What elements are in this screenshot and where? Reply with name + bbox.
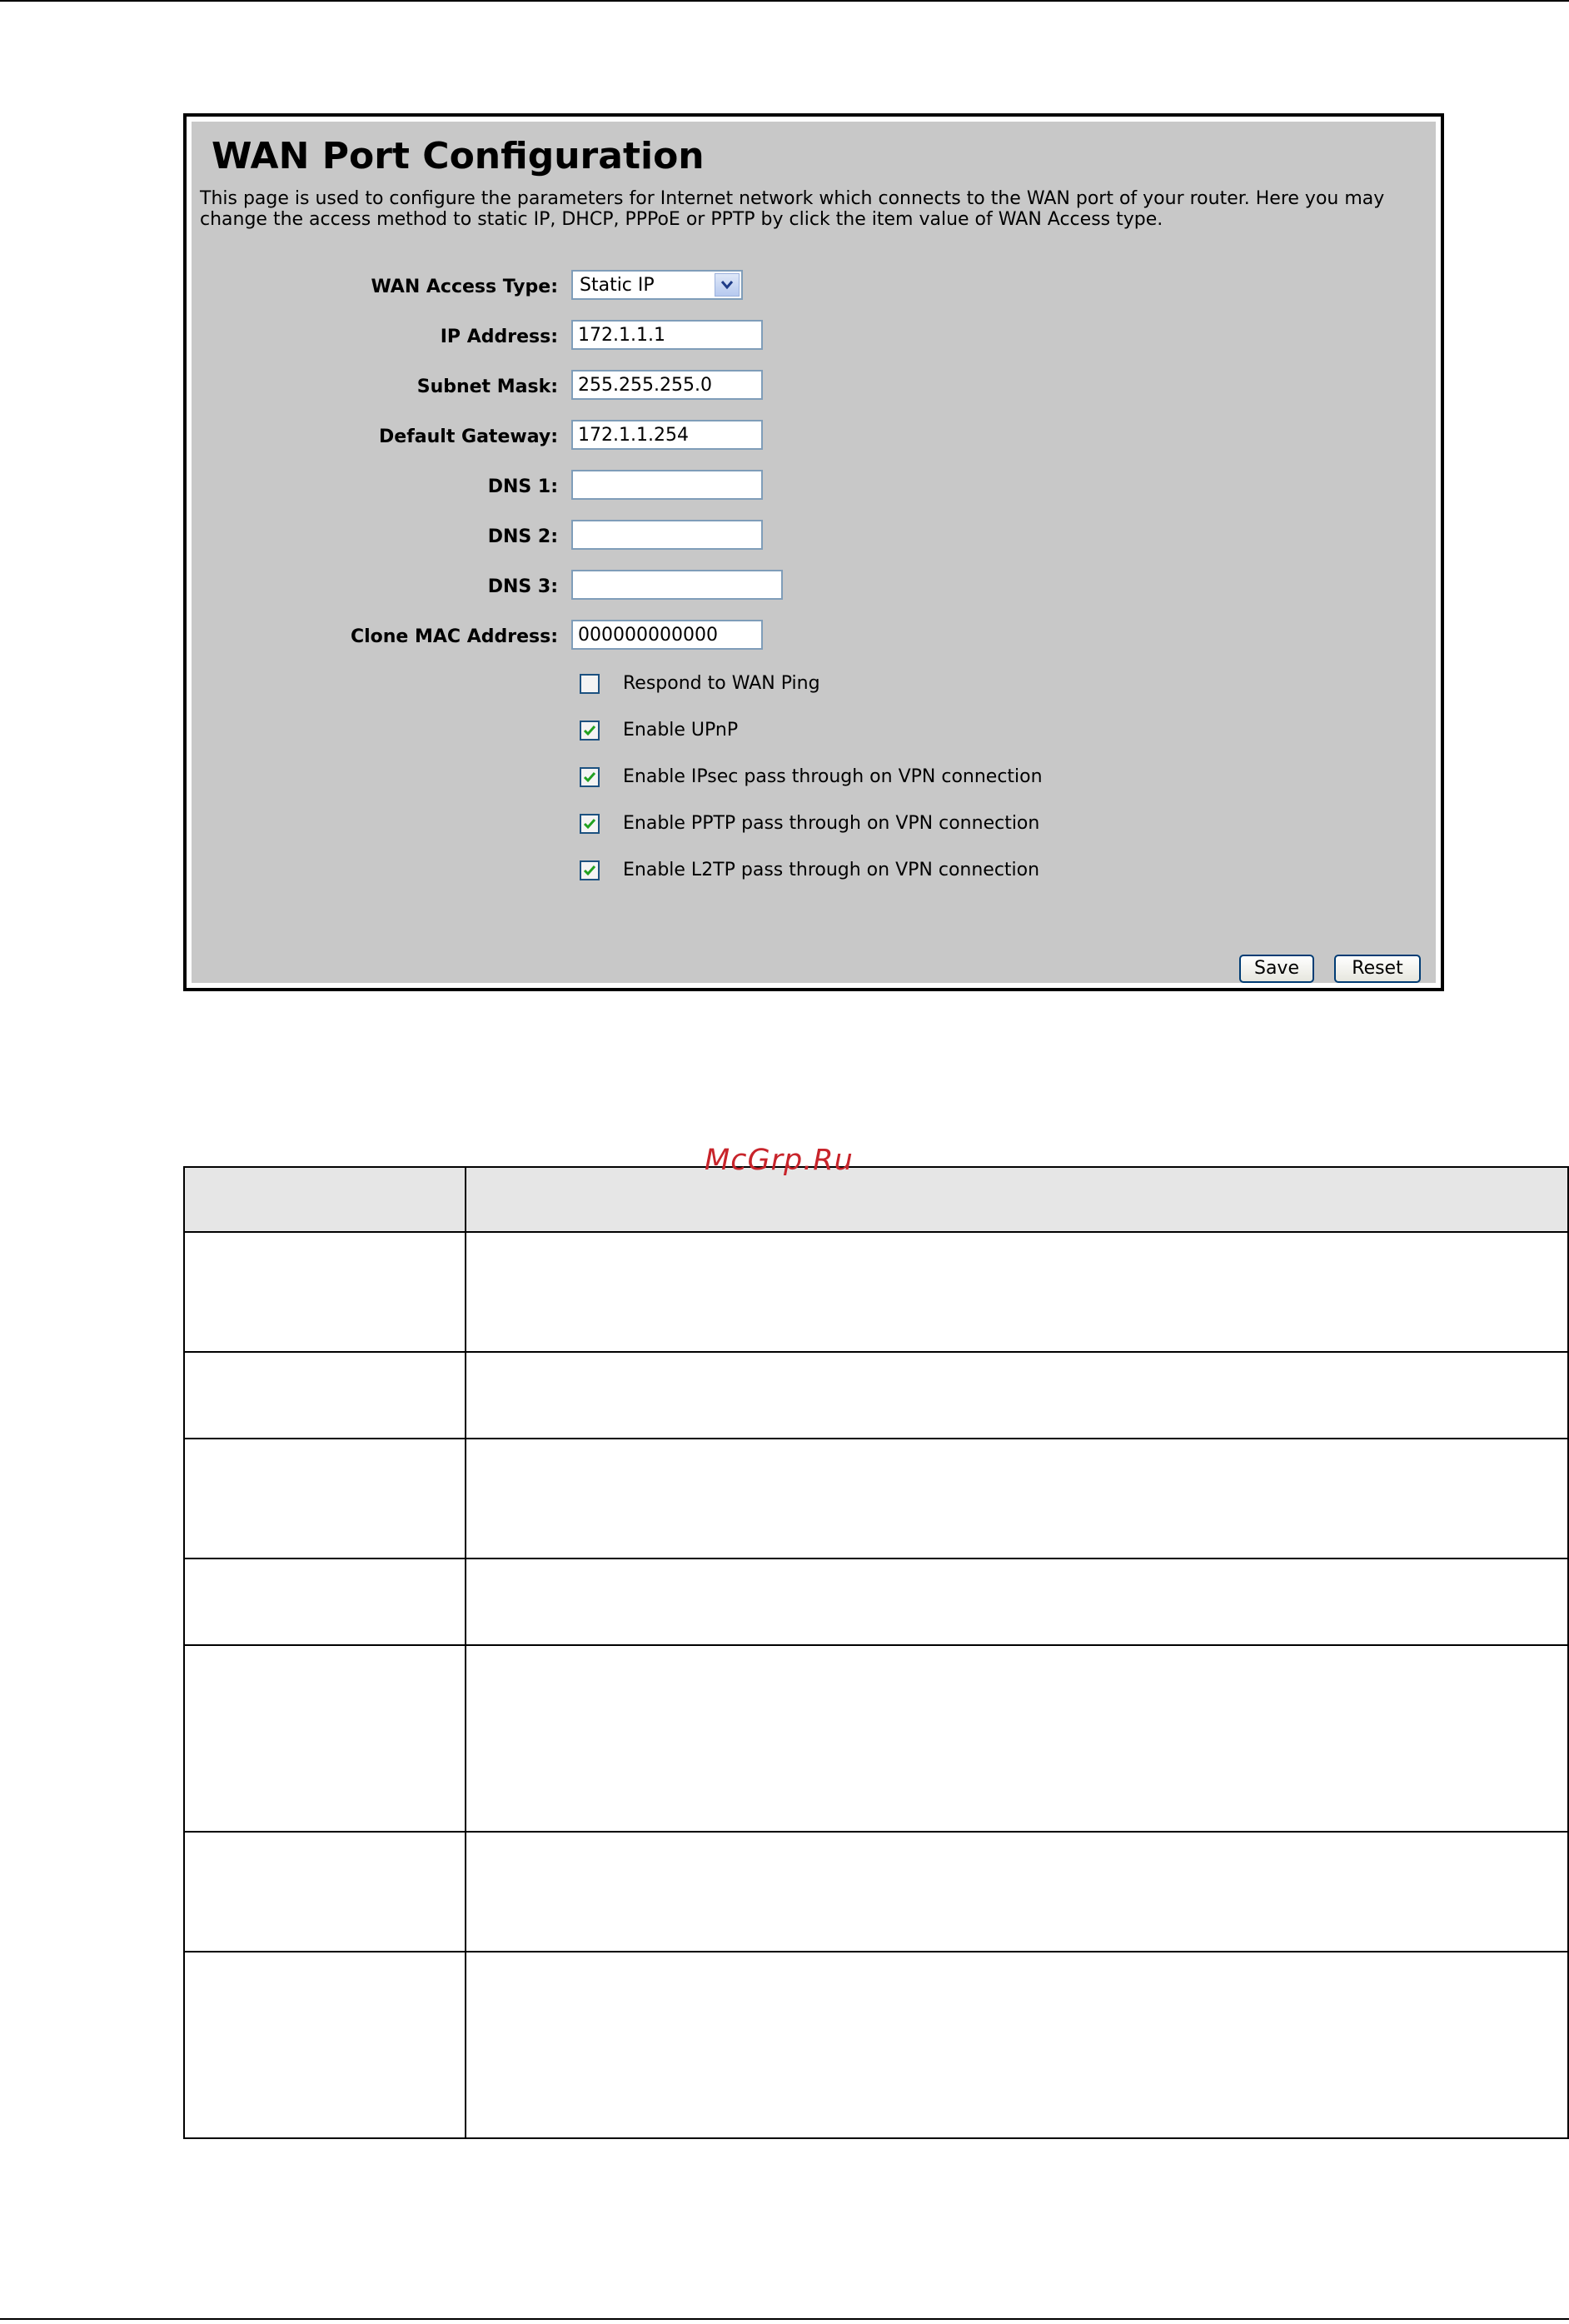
wan-access-type-select[interactable] <box>571 270 743 300</box>
wan-access-type-value: Static IP <box>580 275 655 296</box>
table-cell <box>184 1832 466 1952</box>
table-row <box>184 1439 1568 1558</box>
checkbox-label: Enable UPnP <box>623 720 739 741</box>
checkbox-row[interactable] <box>580 858 1329 885</box>
checkbox-row[interactable] <box>580 765 1329 791</box>
checkbox-label: Enable L2TP pass through on VPN connection <box>623 860 1040 880</box>
page-description: This page is used to configure the parameters for Internet network which connects to the WAN port of your router. Here you may change the access method to static IP, DHCP, PPPoE or PPTP by click the item value of WAN Access type. <box>200 188 1385 230</box>
table-row <box>184 1558 1568 1645</box>
reset-button[interactable]: Reset <box>1334 955 1421 983</box>
table-cell <box>184 1952 466 2138</box>
checkmark-icon <box>583 771 596 784</box>
subnet-mask-row <box>192 370 1432 403</box>
table-cell <box>184 1558 466 1645</box>
table-header-row <box>184 1167 1568 1232</box>
dns2-label: DNS 2: <box>487 526 558 547</box>
subnet-mask-label: Subnet Mask: <box>416 377 558 397</box>
table-cell <box>466 1832 1568 1952</box>
table-cell <box>184 1232 466 1352</box>
table-row <box>184 1832 1568 1952</box>
table-cell <box>184 1439 466 1558</box>
page-top-rule <box>0 0 1569 2</box>
ip-address-row <box>192 320 1432 353</box>
enable-upnp-checkbox[interactable] <box>580 721 600 741</box>
clone-mac-row <box>192 620 1432 653</box>
checkmark-icon <box>583 864 596 877</box>
ip-address-input[interactable] <box>571 320 763 350</box>
dns2-row <box>192 520 1432 553</box>
default-gateway-row <box>192 420 1432 453</box>
table-row <box>184 1232 1568 1352</box>
dns1-input[interactable] <box>571 470 763 500</box>
wan-config-panel <box>192 122 1436 983</box>
description-table <box>183 1166 1569 2139</box>
wan-access-type-row <box>192 270 1432 303</box>
checkbox-row[interactable] <box>580 718 1329 745</box>
dns3-input[interactable] <box>571 570 783 600</box>
table-cell <box>466 1352 1568 1439</box>
enable-pptp-checkbox[interactable] <box>580 814 600 834</box>
dns2-input[interactable] <box>571 520 763 550</box>
save-button[interactable]: Save <box>1239 955 1314 983</box>
table-cell <box>184 1352 466 1439</box>
table-cell <box>466 1439 1568 1558</box>
checkbox-label: Respond to WAN Ping <box>623 673 820 694</box>
watermark: McGrp.Ru <box>705 1144 854 1177</box>
table-cell <box>184 1645 466 1832</box>
checkbox-row[interactable] <box>580 671 1329 698</box>
clone-mac-input[interactable] <box>571 620 763 650</box>
page-bottom-rule <box>0 2318 1569 2320</box>
wan-access-type-label: WAN Access Type: <box>371 277 558 297</box>
table-row <box>184 1952 1568 2138</box>
ip-address-label: IP Address: <box>440 327 558 347</box>
dns3-row <box>192 570 1432 603</box>
table-header-cell <box>466 1167 1568 1232</box>
page-title: WAN Port Configuration <box>212 135 705 177</box>
checkbox-row[interactable] <box>580 811 1329 838</box>
dns1-row <box>192 470 1432 503</box>
clone-mac-label: Clone MAC Address: <box>350 626 558 647</box>
checkbox-label: Enable PPTP pass through on VPN connection <box>623 813 1040 834</box>
checkbox-label: Enable IPsec pass through on VPN connection <box>623 766 1043 787</box>
table-cell <box>466 1232 1568 1352</box>
table-row <box>184 1645 1568 1832</box>
dns1-label: DNS 1: <box>487 476 558 497</box>
table-cell <box>466 1645 1568 1832</box>
table-row <box>184 1352 1568 1439</box>
checkmark-icon <box>583 724 596 737</box>
checkmark-icon <box>583 817 596 830</box>
chevron-down-icon[interactable] <box>715 273 740 297</box>
default-gateway-label: Default Gateway: <box>379 426 558 447</box>
subnet-mask-input[interactable] <box>571 370 763 400</box>
enable-l2tp-checkbox[interactable] <box>580 860 600 880</box>
dns3-label: DNS 3: <box>487 576 558 597</box>
table-cell <box>466 1558 1568 1645</box>
table-cell <box>466 1952 1568 2138</box>
screenshot-frame <box>183 113 1444 991</box>
table-header-cell <box>184 1167 466 1232</box>
default-gateway-input[interactable] <box>571 420 763 450</box>
enable-ipsec-checkbox[interactable] <box>580 767 600 787</box>
respond-wan-ping-checkbox[interactable] <box>580 674 600 694</box>
